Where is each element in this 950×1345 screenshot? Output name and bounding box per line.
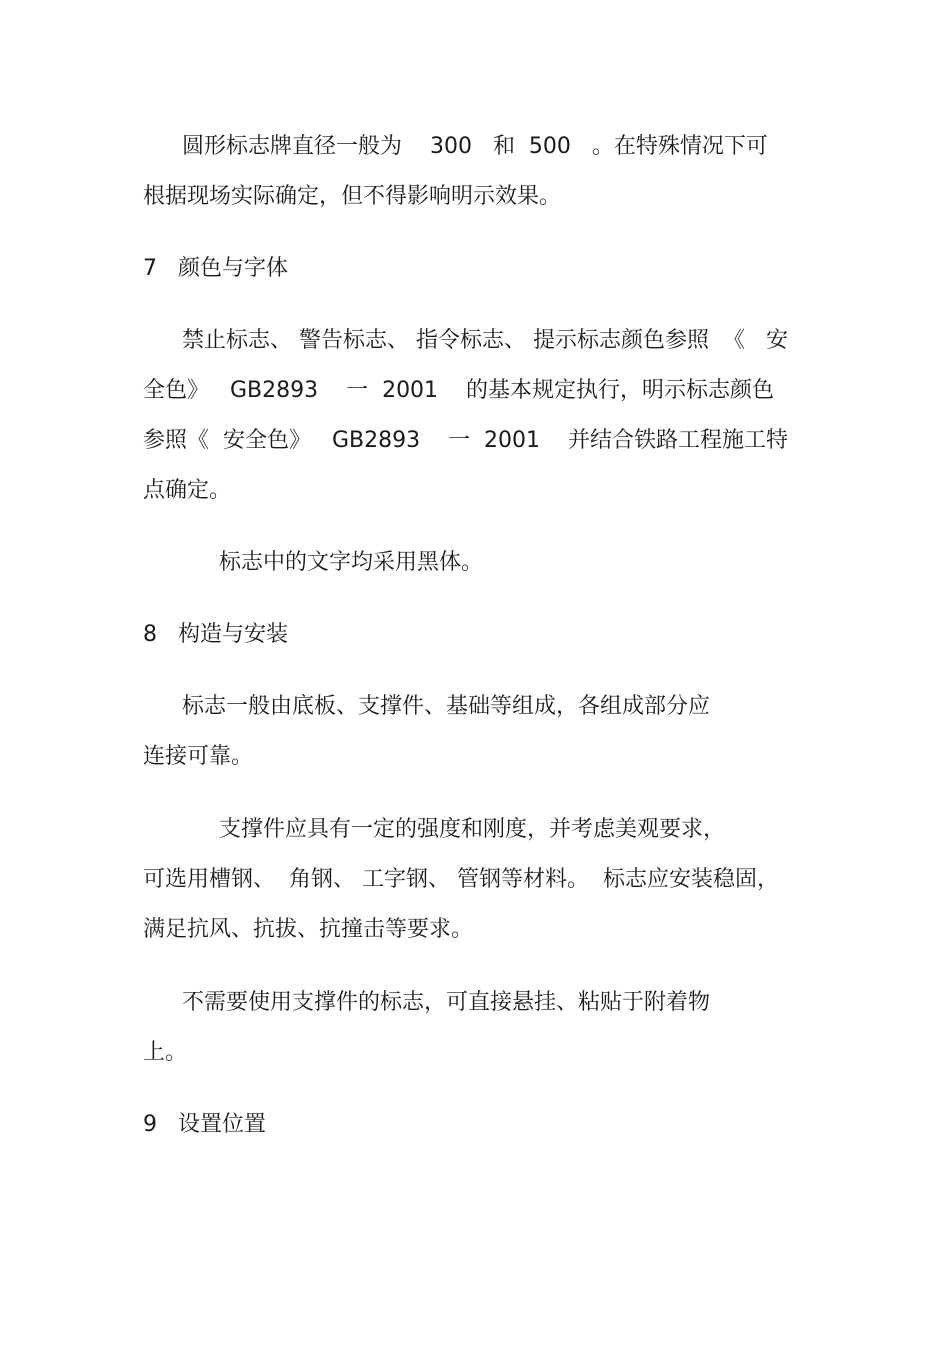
paragraph-line: 连接可靠。: [143, 744, 254, 769]
paragraph-line: 圆形标志牌直径一般为 300 和 500 。在特殊情况下可: [182, 134, 768, 159]
section-heading-7: 7 颜色与字体: [143, 256, 288, 281]
paragraph-line: 可选用槽钢、 角钢、 工字钢、 管钢等材料。 标志应安装稳固，: [143, 867, 779, 892]
paragraph-line: 点确定。: [143, 478, 232, 503]
paragraph-line: 标志中的文字均采用黑体。: [219, 550, 484, 575]
section-heading-8: 8 构造与安装: [143, 622, 288, 647]
section-heading-9: 9 设置位置: [143, 1112, 266, 1137]
paragraph-line: 满足抗风、抗拔、抗撞击等要求。: [143, 917, 474, 942]
paragraph-line: 禁止标志、 警告标志、 指令标志、 提示标志颜色参照 《 安: [182, 328, 788, 353]
paragraph-line: 支撑件应具有一定的强度和刚度，并考虑美观要求，: [219, 817, 726, 842]
paragraph-line: 根据现场实际确定，但不得影响明示效果。: [143, 184, 562, 209]
paragraph-line: 参照《 安全色》 GB2893 一 2001 并结合铁路工程施工特: [143, 428, 789, 453]
paragraph-line: 标志一般由底板、支撑件、基础等组成，各组成部分应: [182, 694, 711, 719]
paragraph-line: 全色》 GB2893 一 2001 的基本规定执行，明示标志颜色: [143, 378, 775, 403]
paragraph-line: 不需要使用支撑件的标志，可直接悬挂、粘贴于附着物: [182, 990, 711, 1015]
paragraph-line: 上。: [143, 1040, 188, 1065]
